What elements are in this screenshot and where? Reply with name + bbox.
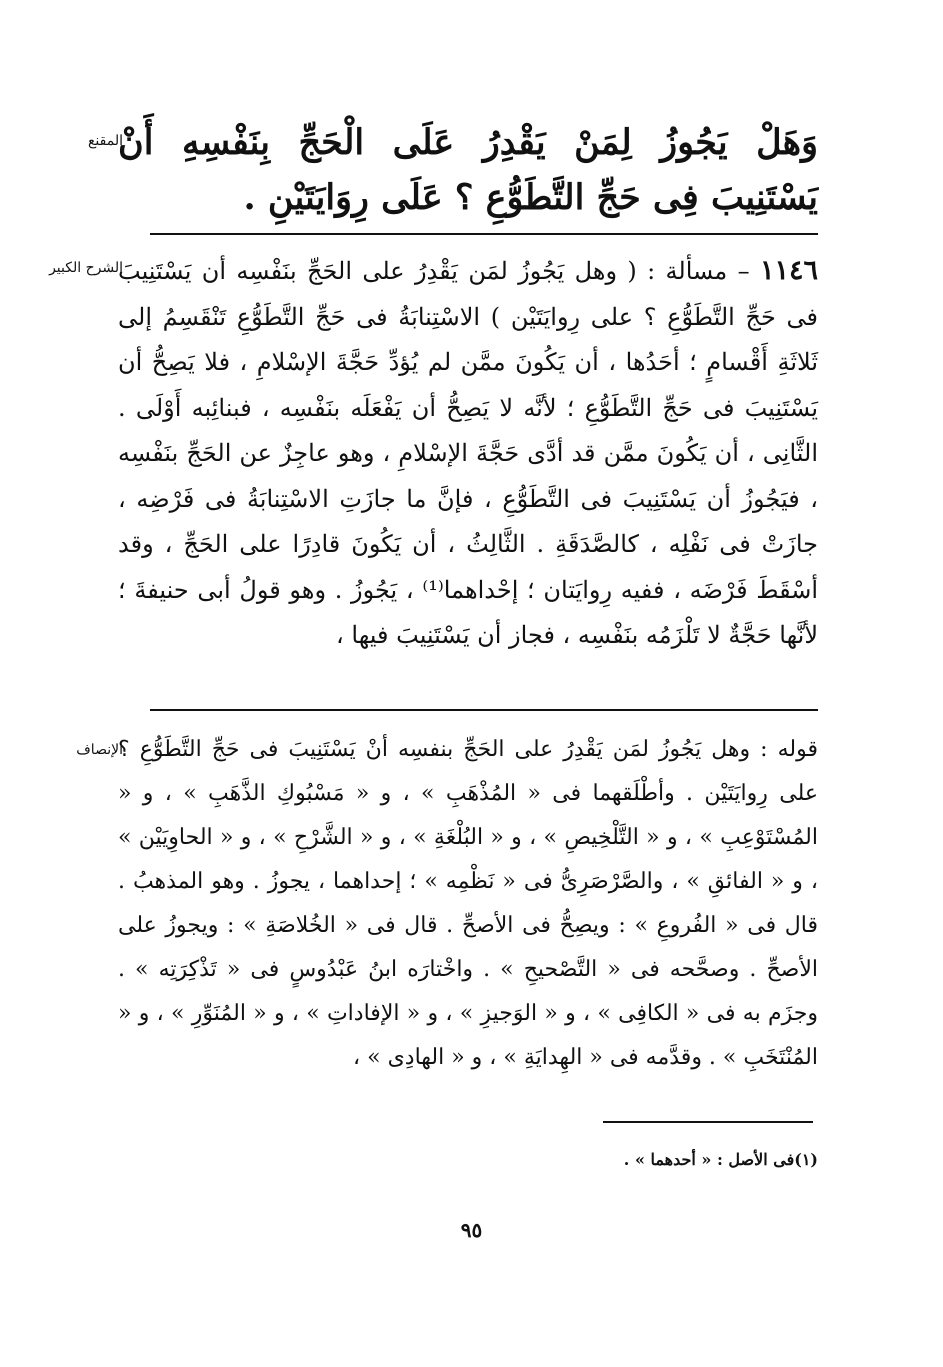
insaf-text: قوله : وهل يَجُوزُ لمَن يَقْدِرُ على الحَجِّ بنفسِه أنْ يَسْتَنِيبَ فى حَجِّ التَّطَوُّعِ ؟ على رِوايَتَيْن . وأطْلَقهما فى « المُذْهَبِ » ، و « مَسْبُوكِ الذَّهَبِ » ، و « المُسْتَوْعِبِ » ، و « التَّلْخِيصِ » ، و « البُلْغَةِ » ، و « الشَّرْحِ » ، و « الحاوِيَيْن » ، و « الفائقِ » ، والصَّرْصَرِىُّ فى « نَظْمِه » ؛ إحداهما ، يجوزُ . وهو المذهبُ . قال فى « الفُروعِ » : ويصِحُّ فى الأصحِّ . قال فى « الخُلاصَةِ » : ويجوزُ على الأصحِّ . وصحَّحه فى « التَّصْحيحِ » . واخْتارَه ابنُ عَبْدُوسٍ فى « تَذْكِرَتِه » . وجزَم به فى « الكافِى » ، و « الوَجيزِ » ، و « الإفاداتِ » ، و « المُنَوِّرِ » ، و « المُنْتَخَبِ » . وقدَّمه فى « الهِدايَةِ » ، و « الهادِى » ، (118, 737, 818, 1070)
sharh-label: الشرح الكبير (49, 260, 123, 276)
matn-text: وَهَلْ يَجُوزُ لِمَنْ يَقْدِرُ عَلَى الْحَجِّ بِنَفْسِهِ أَنْ يَسْتَنِيبَ فِى حَجِّ التَّطَوُّعِ ؟ عَلَى رِوَايَتَيْنِ . (118, 122, 818, 218)
insaf-label: الإنصاف (76, 742, 123, 758)
section-divider (150, 709, 818, 711)
footnote: (١)فى الأصل : « أحدهما » . (623, 1150, 818, 1169)
sharh-text (118, 248, 818, 659)
matn-label: المقنع (87, 133, 123, 149)
footnote-divider (603, 1121, 813, 1123)
section-divider (150, 233, 818, 235)
page-number: ٩٥ (460, 1218, 483, 1242)
issue-number: ١١٤٦ (759, 255, 818, 286)
sharh-body: – مسألة : ( وهل يَجُوزُ لمَن يَقْدِرُ على الحَجِّ بنَفْسِه أن يَسْتَنِيبَ فى حَجِّ التَّطَوُّعِ ؟ على رِوايَتَيْن ) الاسْتِنابَةُ فى حَجِّ التَّطَوُّعِ تَنْقَسِمُ إلى ثَلاثَةِ أَقْسامٍ ؛ أحَدُها ، أن يَكُونَ ممَّن لم يُؤدِّ حَجَّةَ الإسْلامِ ، فلا يَصِحُّ أن يَسْتَنِيبَ فى حَجِّ التَّطَوُّعِ ؛ لأنَّه لا يَصِحُّ أن يَفْعَلَه بنَفْسِه ، فبنائِبه أَوْلَى . الثَّانِى ، أن يَكُونَ ممَّن قد أدَّى حَجَّةَ الإسْلامِ ، وهو عاجِزٌ عن الحَجِّ بنَفْسِه ، فيَجُوزُ أن يَسْتَنِيبَ فى التَّطَوُّعِ ، فإنَّ ما جازَتِ الاسْتِنابَةُ فى فَرْضِه ، جازَتْ فى نَفْلِه ، كالصَّدَقَةِ . الثَّالِثُ ، أن يَكُونَ قادِرًا على الحَجِّ ، وقد أسْقَطَ فَرْضَه ، ففيه رِوايَتان ؛ إحْداهما⁽¹⁾ ، يَجُوزُ . وهو قولُ أبى حنيفةَ ؛ لأنَّها حَجَّةٌ لا تَلْزَمُه بنَفْسِه ، فجاز أن يَسْتَنِيبَ فيها ، (118, 257, 819, 649)
